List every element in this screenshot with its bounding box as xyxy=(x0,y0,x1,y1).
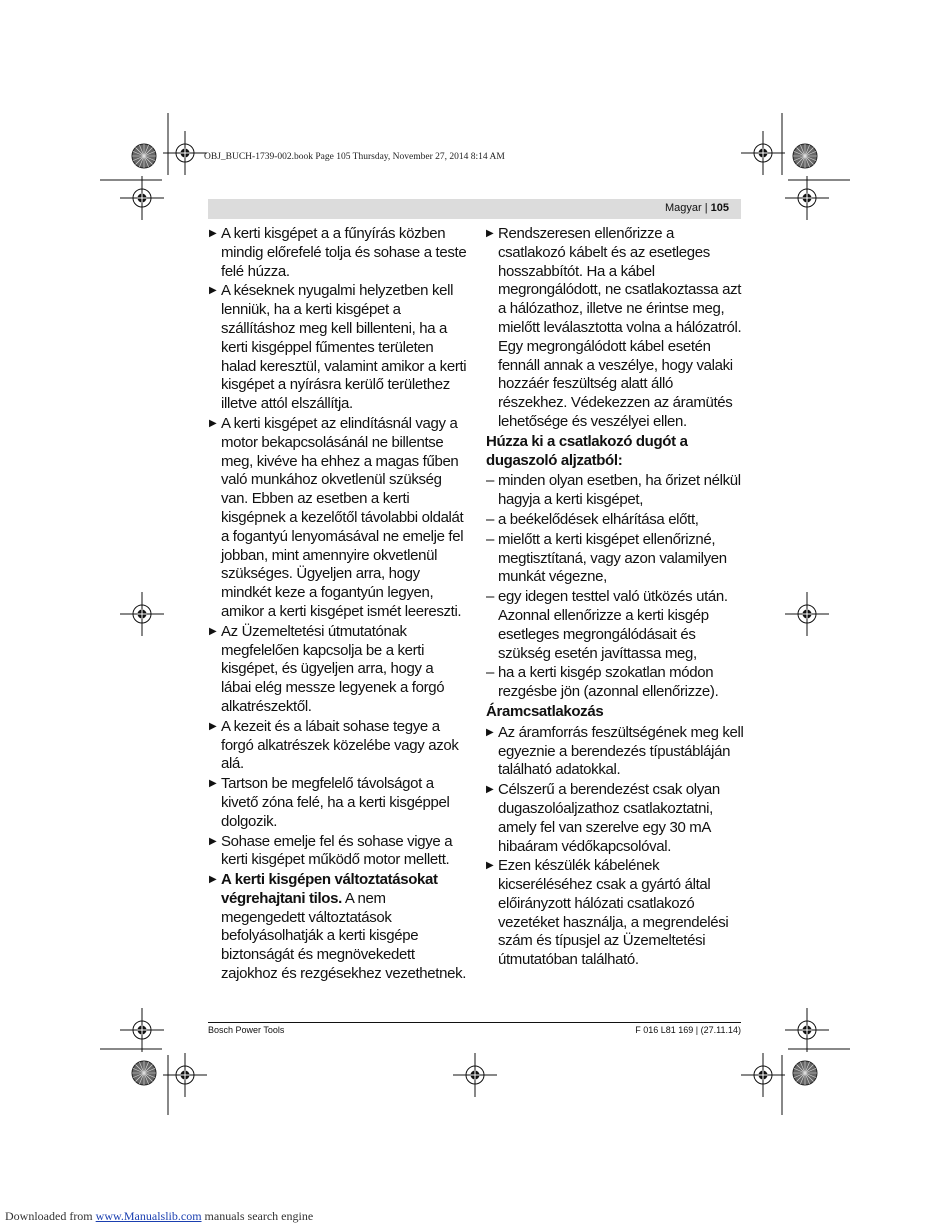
footer-divider xyxy=(208,1022,741,1023)
triangle-bullet-icon: ▶ xyxy=(209,625,217,637)
left-column xyxy=(209,225,467,985)
bullet-item: ▶ A kezeit és a lábait sohase tegye a forgó alkatrészek közelébe vagy azok alá. xyxy=(209,717,459,773)
bullet-item: ▶ Sohase emelje fel és sohase vigye a kerti kisgépet működő motor mellett. xyxy=(209,832,453,869)
bullet-item: ▶ Az áramforrás feszültségének meg kell egyeznie a berendezés típustábláján található adatokkal. xyxy=(486,723,744,779)
crop-mark-mid-left xyxy=(120,592,164,636)
crop-mark-top-left xyxy=(100,113,207,220)
crop-mark-bottom-left xyxy=(100,1008,207,1115)
bullet-item-modifications-warning: ▶ A kerti kisgépen változtatásokat végrehajtani tilos. A nem megengedett változtatások befolyásolhatják a kerti kisgépe biztonságát és megnövekedett zajokhoz és rezgésekhez vezethetnek. xyxy=(209,871,467,983)
footer-brand: Bosch Power Tools xyxy=(208,1025,285,1035)
manualslib-link[interactable]: www.Manualslib.com xyxy=(95,1209,202,1223)
triangle-bullet-icon: ▶ xyxy=(486,784,494,796)
right-column xyxy=(486,225,744,971)
section-heading-power: Áramcsatlakozás xyxy=(486,702,604,720)
dash-item: – egy idegen testtel való ütközés után. Azonnal ellenőrizze a kerti kisgép esetleges megrongálódásait és szükség esetén javíttassa meg, xyxy=(486,588,728,662)
crop-mark-bottom-right xyxy=(741,1008,850,1115)
page-number: 105 xyxy=(710,202,729,214)
bullet-item: ▶ Az Üzemeltetési útmutatónak megfelelően kapcsolja be a kerti kisgépet, és ügyeljen arra, hogy a lábai elég messze legyenek a forgó alkatrészektől. xyxy=(209,622,445,715)
triangle-bullet-icon: ▶ xyxy=(209,778,217,790)
dash-item: – minden olyan esetben, ha őrizet nélkül hagyja a kerti kisgépet, xyxy=(486,472,741,509)
triangle-bullet-icon: ▶ xyxy=(486,228,494,239)
bullet-item: ▶ Rendszeresen ellenőrizze a csatlakozó kábelt és az esetleges hosszabbítót. Ha a kábel megrongálódott, ne csatlakoztassa azt a hálózathoz, illetve ne érintse meg, mielőtt leválasztotta volna a hálózatról. Egy megrongálódott kábel esetén fennáll annak a veszélye, hogy valaki hozzáér feszültség alatt álló részekhez. Védekezzen az áramütés lehetősége és veszélyei ellen. xyxy=(486,225,742,430)
bullet-item: ▶ A kerti kisgépet a a fűnyírás közben mindig előrefelé tolja és sohase a teste felé húzza. xyxy=(209,225,467,280)
triangle-bullet-icon: ▶ xyxy=(209,285,217,297)
footer-doc-number: F 016 L81 169 | (27.11.14) xyxy=(635,1025,741,1035)
crop-mark-bottom-center xyxy=(453,1053,497,1097)
download-notice: Downloaded from www.Manualslib.com manuals search engine xyxy=(5,1209,314,1223)
bullet-item: ▶ Ezen készülék kábelének kicseréléséhez csak a gyártó által előirányzott hálózati csatlakozó vezetéket használja, a megrendelési szám és típusjel az Üzemeltetési útmutatóban található. xyxy=(486,857,729,969)
triangle-bullet-icon: ▶ xyxy=(209,835,217,847)
dash-item: – a beékelődések elhárítása előtt, xyxy=(486,510,699,528)
triangle-bullet-icon: ▶ xyxy=(209,720,217,732)
bullet-item: ▶ A késeknek nyugalmi helyzetben kell lenniük, ha a kerti kisgépet a szállításhoz meg kell billenteni, ha a kerti kisgéppel fűmentes területen halad keresztül, valamint amikor a kerti kisgépet a nyírásra kerülő területhez illetve attól elszállítja. xyxy=(209,282,467,413)
triangle-bullet-icon: ▶ xyxy=(209,874,217,886)
page-header xyxy=(665,202,729,214)
bullet-item: ▶ A kerti kisgépet az elindításnál vagy a motor bekapcsolásánál ne billentse meg, kivéve ha ehhez a magas fűben való munkához okvetlenül szükség van. Ebben az esetben a kerti kisgépnek a kezelőtől távolabbi oldalát a fogantyú lenyomásával ne emelje fel jobban, mint amennyire okvetlenül szükséges. Ügyeljen arra, hogy mindkét keze a fogantyún legyen, amikor a kerti kisgépet ismét leereszti. xyxy=(209,414,464,620)
bullet-item: ▶ Célszerű a berendezést csak olyan dugaszolóaljzathoz csatlakoztatni, amely fel van szerelve egy 30 mA hibaáram védőkapcsolóval. xyxy=(486,781,720,855)
dash-item: – mielőtt a kerti kisgépet ellenőrizné, megtisztítaná, vagy azon valamilyen munkát végezne, xyxy=(486,530,727,586)
triangle-bullet-icon: ▶ xyxy=(486,860,494,872)
section-heading-unplug: Húzza ki a csatlakozó dugót a dugaszoló aljzatból: xyxy=(486,432,688,469)
triangle-bullet-icon: ▶ xyxy=(209,228,217,239)
header-language: Magyar | xyxy=(664,202,711,214)
crop-mark-mid-right xyxy=(785,592,829,636)
bullet-item: ▶ Tartson be megfelelő távolságot a kivető zóna felé, ha a kerti kisgéppel dolgozik. xyxy=(209,775,450,830)
page-header-band xyxy=(208,199,741,219)
triangle-bullet-icon: ▶ xyxy=(209,417,217,429)
print-info-line: OBJ_BUCH-1739-002.book Page 105 Thursday, November 27, 2014 8:14 AM xyxy=(204,152,505,162)
triangle-bullet-icon: ▶ xyxy=(486,726,494,738)
crop-mark-top-right xyxy=(741,113,850,220)
dash-item: – ha a kerti kisgép szokatlan módon rezgésbe jön (azonnal ellenőrizze). xyxy=(486,664,719,701)
